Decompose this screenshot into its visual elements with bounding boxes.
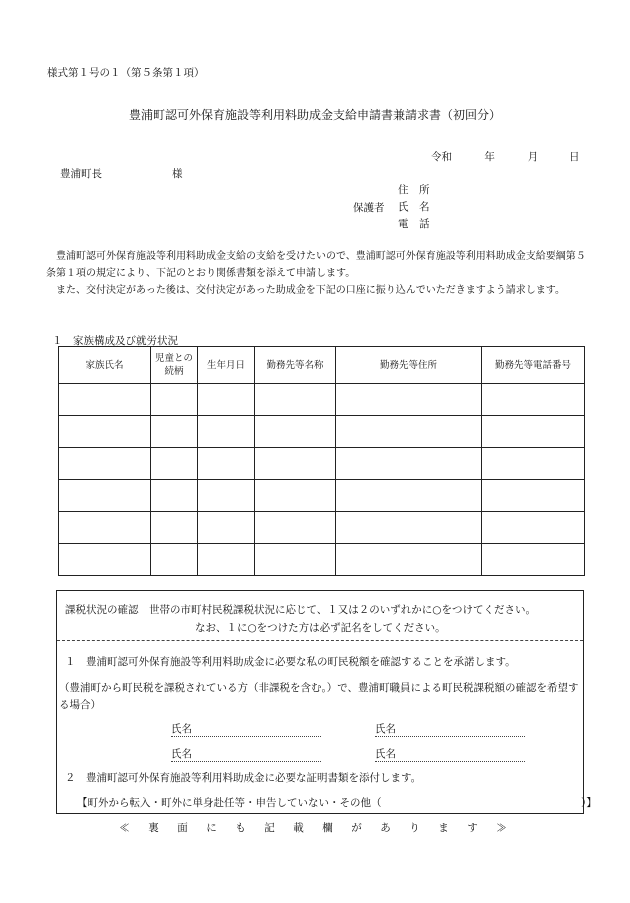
tax-instruction-1: 課税状況の確認 世帯の市町村民税課税状況に応じて、１又は２のいずれかに○をつけてください。 [65,604,536,616]
request-paragraph-1: 豊浦町認可外保育施設等利用料助成金支給の支給を受けたいので、豊浦町認可外保育施設等利用料助成金支給要綱第５条第１項の規定により、下記のとおり関係書類を添えて申請します。 [46,251,586,279]
consent-option-2[interactable]: ２ 豊浦町認可外保育施設等利用料助成金に必要な証明書類を添付します。 [65,772,422,784]
applicant-fields [398,182,430,233]
table-cell[interactable] [482,544,585,576]
table-cell[interactable] [336,416,482,448]
table-cell[interactable] [198,448,255,480]
signature-field[interactable]: 氏名 [375,746,525,762]
applicant-label: 保護者 [353,202,385,214]
table-cell[interactable] [255,384,336,416]
consent-option-2-reasons: 【町外から転入・町外に単身赴任等・申告していない・その他（ ）】 [77,797,597,809]
form-number: 様式第１号の１（第５条第１項） [47,67,205,79]
table-cell[interactable] [151,480,198,512]
table-cell[interactable] [255,544,336,576]
table-cell[interactable] [198,512,255,544]
family-table [58,346,585,576]
table-cell[interactable] [198,416,255,448]
addressee-honorific: 様 [172,168,183,180]
signature-field[interactable]: 氏名 [375,721,525,737]
table-cell[interactable] [482,384,585,416]
tax-instruction-2: なお、１に○をつけた方は必ず記名をしてください。 [195,622,446,634]
phone-label: 電 話 [398,218,430,230]
date-year: 年 [484,151,495,163]
request-body [46,248,586,299]
table-cell[interactable] [59,480,151,512]
request-paragraph-2: また、交付決定があった後は、交付決定があった助成金を下記の口座に振り込んでいただきますよう請求します。 [46,285,565,296]
table-cell[interactable] [482,512,585,544]
table-row [59,480,585,512]
date-era: 令和 [431,151,452,163]
table-cell[interactable] [482,448,585,480]
addressee [60,166,183,181]
consent-option-1[interactable]: １ 豊浦町認可外保育施設等利用料助成金に必要な私の町民税額を確認することを承諾します。 [65,656,516,668]
family-table-body [59,384,585,576]
table-cell[interactable] [198,544,255,576]
section-title: １ 家族構成及び就労状況 [52,335,178,347]
table-row [59,384,585,416]
header-employer-name: 勤務先等名称 [255,347,336,384]
header-employer-address: 勤務先等住所 [336,347,482,384]
consent-option-1-note: （豊浦町から町民税を課税されている方（非課税を含む。）で、豊浦町職員による町民税課税額の確認を希望する場合） [59,682,579,711]
table-cell[interactable] [151,384,198,416]
table-cell[interactable] [482,480,585,512]
date-month: 月 [527,151,539,163]
signature-field[interactable]: 氏名 [171,721,321,737]
table-cell[interactable] [255,512,336,544]
table-cell[interactable] [59,544,151,576]
table-cell[interactable] [151,512,198,544]
table-header-row [59,347,585,384]
table-cell[interactable] [59,512,151,544]
table-cell[interactable] [336,544,482,576]
table-cell[interactable] [255,416,336,448]
table-row [59,512,585,544]
table-cell[interactable] [198,480,255,512]
document-title: 豊浦町認可外保育施設等利用料助成金支給申請書兼請求書（初回分） [128,108,501,122]
table-cell[interactable] [151,416,198,448]
header-relationship: 児童との続柄 [151,347,198,384]
address-label: 住 所 [398,184,430,196]
table-cell[interactable] [255,448,336,480]
table-row [59,448,585,480]
table-row [59,544,585,576]
tax-status-box [56,590,597,814]
table-cell[interactable] [151,544,198,576]
table-row [59,416,585,448]
dashed-divider [57,640,583,641]
table-cell[interactable] [59,448,151,480]
table-cell[interactable] [336,480,482,512]
table-cell[interactable] [59,384,151,416]
table-cell[interactable] [151,448,198,480]
table-cell[interactable] [198,384,255,416]
name-label: 氏 名 [398,201,430,213]
table-cell[interactable] [482,416,585,448]
header-employer-phone: 勤務先等電話番号 [482,347,585,384]
back-side-note: ≪ 裏 面 に も 記 載 欄 が あ り ま す ≫ [119,822,511,834]
table-cell[interactable] [336,448,482,480]
date-line [431,149,580,164]
table-cell[interactable] [255,480,336,512]
table-cell[interactable] [336,512,482,544]
table-cell[interactable] [59,416,151,448]
signature-field[interactable]: 氏名 [171,746,321,762]
addressee-name: 豊浦町長 [60,168,102,180]
header-family-name: 家族氏名 [59,347,151,384]
header-birthdate: 生年月日 [198,347,255,384]
date-day: 日 [569,151,580,163]
table-cell[interactable] [336,384,482,416]
